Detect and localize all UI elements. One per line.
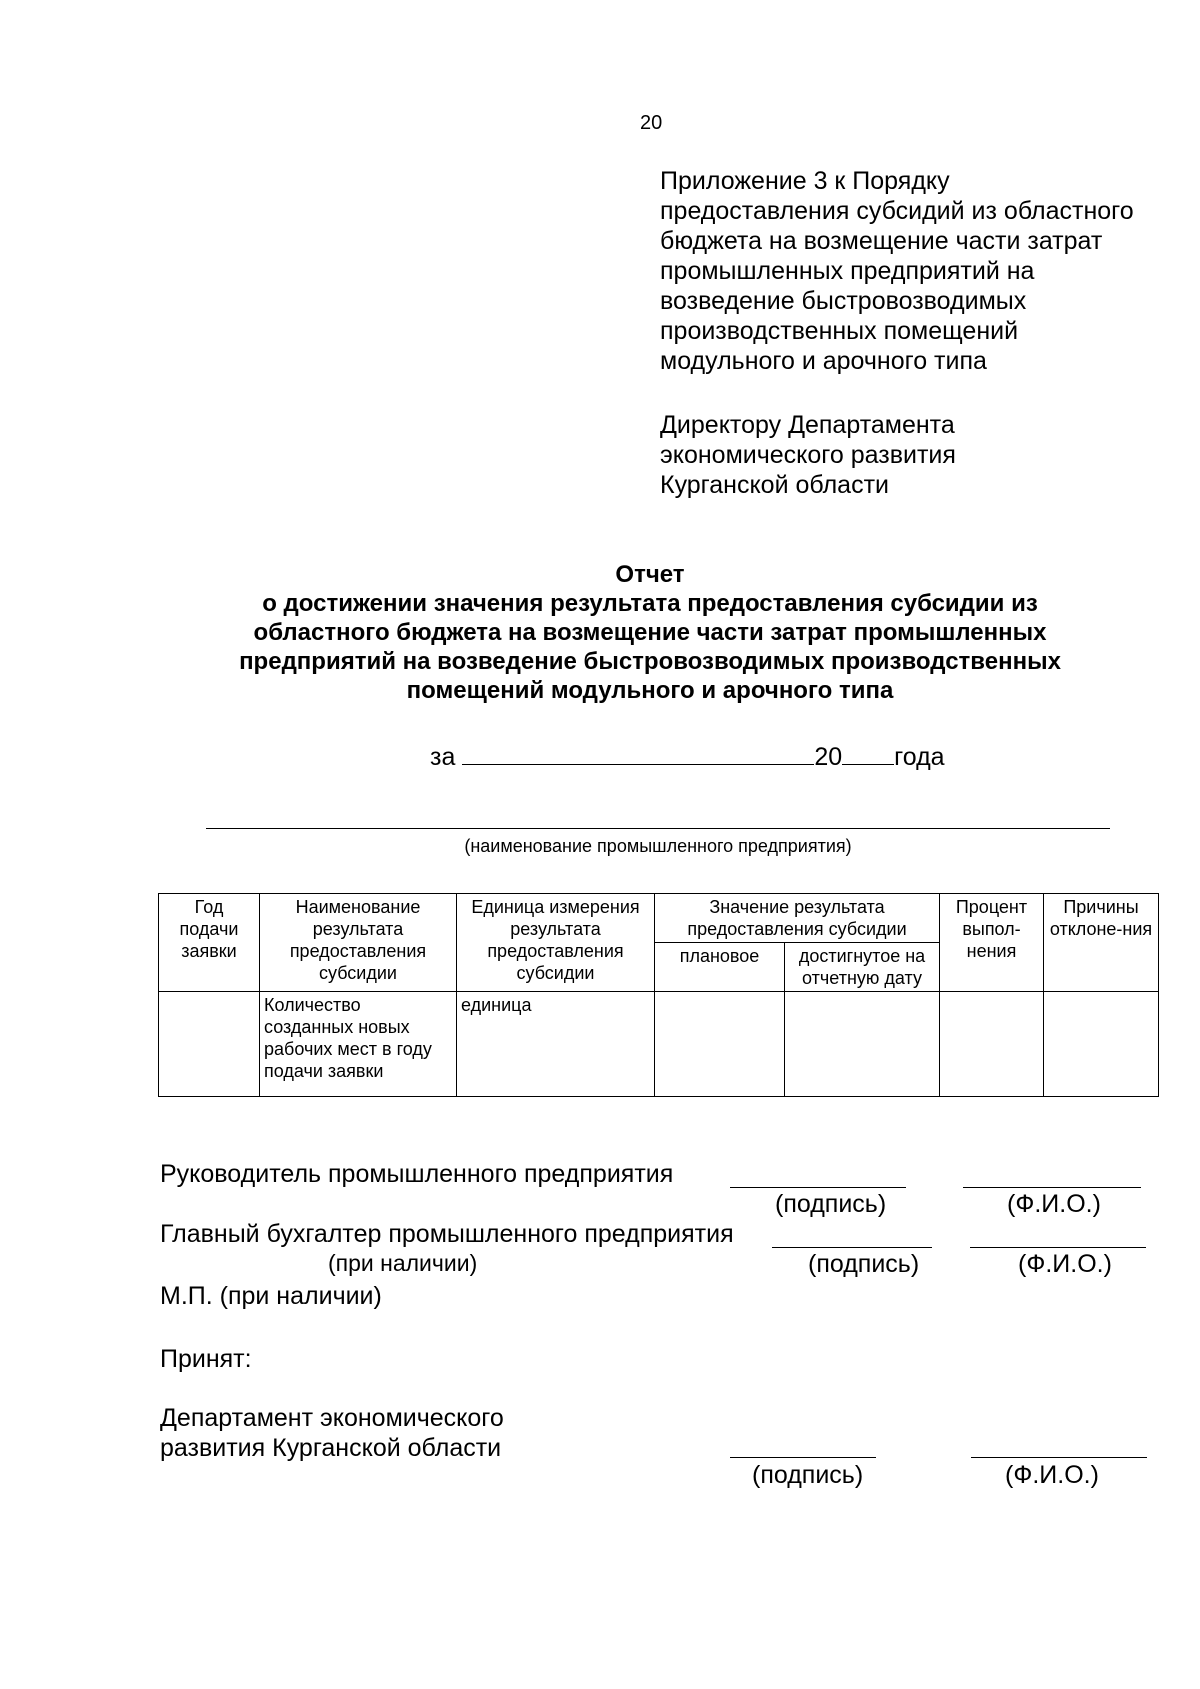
head-fio-caption: (Ф.И.О.) (1007, 1190, 1101, 1218)
addressee-line: Курганской области (660, 471, 890, 499)
header-year: Год подачи заявки (159, 894, 260, 992)
appendix-note (660, 166, 1180, 376)
accountant-signature-caption: (подпись) (808, 1250, 920, 1278)
company-name-caption: (наименование промышленного предприятия) (464, 836, 852, 856)
accountant-signature-line[interactable] (772, 1247, 932, 1248)
table-row (159, 992, 1159, 1097)
head-label: Руководитель промышленного предприятия (160, 1160, 674, 1188)
header-unit: Единица измерения результата предоставления субсидии (457, 894, 655, 992)
department-signature-line[interactable] (730, 1457, 876, 1458)
accountant-note: (при наличии) (328, 1250, 478, 1276)
header-achieved: достигнутое на отчетную дату (785, 943, 940, 992)
addressee-line: Директору Департамента (660, 411, 955, 439)
report-subtitle-line: о достижении значения результата предоставления субсидии из (262, 590, 1038, 617)
period-year-prefix: 20 (814, 743, 843, 771)
appendix-line: производственных помещений (660, 317, 1019, 345)
cell-planned[interactable] (655, 992, 785, 1097)
department-line: развития Курганской области (160, 1434, 502, 1462)
cell-unit: единица (457, 992, 655, 1097)
period-blank (462, 740, 814, 765)
report-subtitle-line: областного бюджета на возмещение части затрат промышленных (253, 619, 1047, 646)
department-signature-caption: (подпись) (752, 1461, 864, 1489)
addressee (660, 410, 956, 500)
report-period (430, 740, 945, 772)
cell-achieved[interactable] (785, 992, 940, 1097)
period-prefix: за (430, 743, 456, 771)
cell-percent[interactable] (940, 992, 1044, 1097)
accountant-label: Главный бухгалтер промышленного предприятия (160, 1220, 734, 1248)
header-planned: плановое (655, 943, 785, 992)
report-heading: Отчет (615, 561, 685, 588)
appendix-line: предоставления субсидий из областного (660, 197, 1134, 225)
header-reasons: Причины отклоне-ния (1044, 894, 1159, 992)
year-blank (842, 740, 894, 765)
page-number: 20 (640, 112, 663, 134)
cell-result-name: Количество созданных новых рабочих мест в году подачи заявки (260, 992, 457, 1097)
stamp-label: М.П. (при наличии) (160, 1282, 382, 1310)
appendix-line: Приложение 3 к Порядку (660, 167, 950, 195)
head-signature-line[interactable] (730, 1187, 906, 1188)
header-result-name: Наименование результата предоставления субсидии (260, 894, 457, 992)
report-subtitle-line: предприятий на возведение быстровозводимых производственных (239, 648, 1061, 675)
head-fio-line[interactable] (963, 1187, 1141, 1188)
department-line: Департамент экономического (160, 1404, 504, 1432)
report-subtitle-line: помещений модульного и арочного типа (406, 677, 894, 704)
cell-year[interactable] (159, 992, 260, 1097)
department-fio-caption: (Ф.И.О.) (1005, 1461, 1099, 1489)
accountant-fio-caption: (Ф.И.О.) (1018, 1250, 1112, 1278)
appendix-line: возведение быстровозводимых (660, 287, 1027, 315)
header-value-group: Значение результата предоставления субсидии (655, 894, 940, 943)
appendix-line: бюджета на возмещение части затрат (660, 227, 1103, 255)
period-suffix: года (894, 743, 945, 771)
appendix-line: модульного и арочного типа (660, 347, 987, 375)
table-header-row (159, 894, 1159, 943)
company-name-line (206, 828, 1110, 829)
addressee-line: экономического развития (660, 441, 956, 469)
report-title (150, 560, 1150, 705)
report-table (158, 893, 1159, 1097)
department-label (160, 1403, 504, 1463)
appendix-line: промышленных предприятий на (660, 257, 1035, 285)
accepted-label: Принят: (160, 1345, 252, 1373)
department-fio-line[interactable] (971, 1457, 1147, 1458)
cell-reasons[interactable] (1044, 992, 1159, 1097)
head-signature-caption: (подпись) (775, 1190, 887, 1218)
accountant-fio-line[interactable] (970, 1247, 1146, 1248)
header-percent: Процент выпол-нения (940, 894, 1044, 992)
